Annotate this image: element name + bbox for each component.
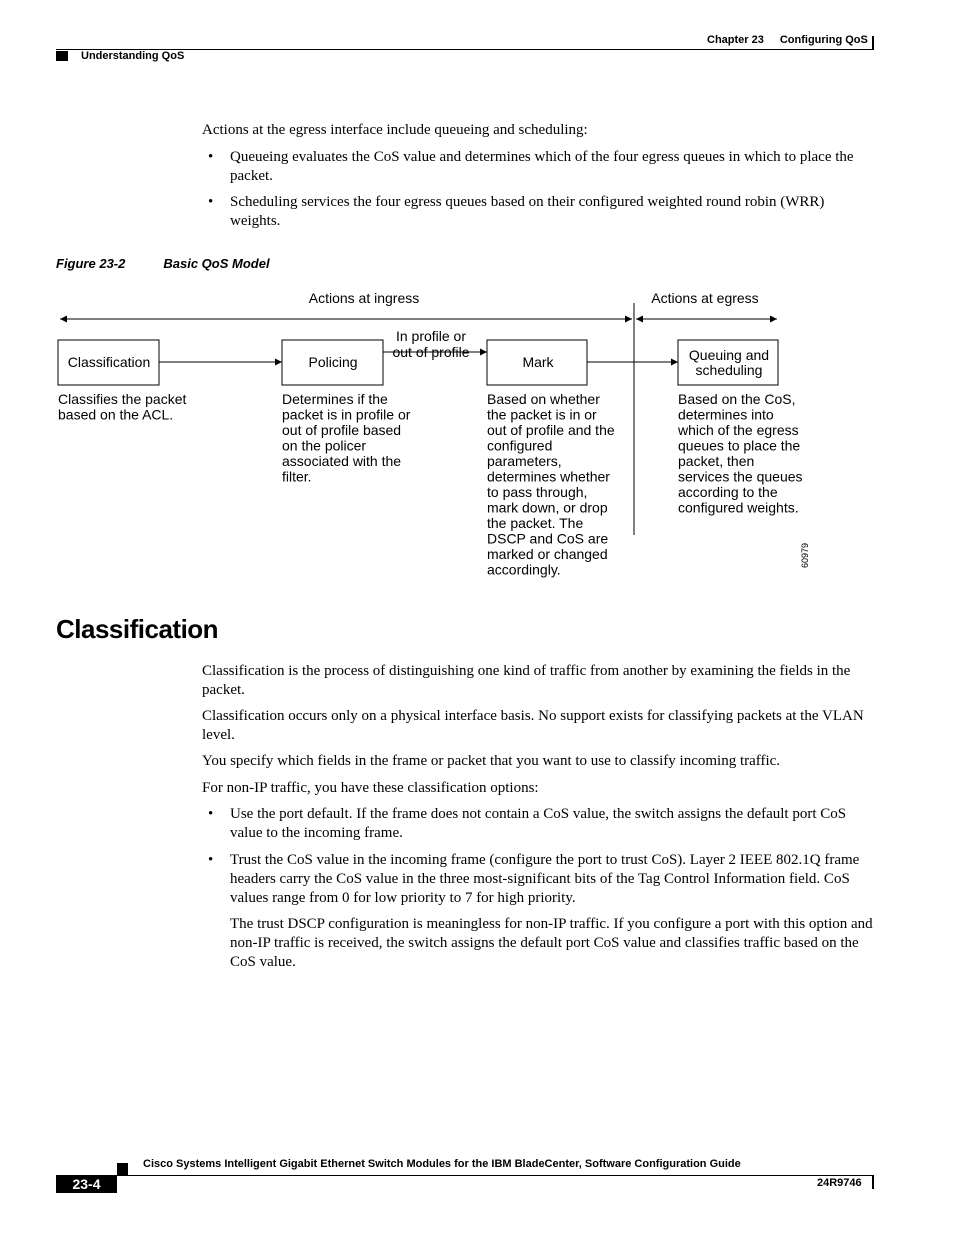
policing-box-label: Policing [308, 354, 358, 370]
description-line: packet is in profile or [282, 406, 411, 423]
description-line: queues to place the [678, 437, 801, 454]
queuing-box-label-line-1: Queuing and [688, 347, 770, 363]
footer-title: Cisco Systems Intelligent Gigabit Ethernet Switch Modules for the IBM BladeCenter, Software Configuration Guide [143, 1158, 741, 1170]
description-line: packet, then [678, 453, 755, 469]
footer-tick [872, 1176, 874, 1189]
description-line: marked or changed [487, 546, 608, 562]
ingress-label: Actions at ingress [308, 290, 420, 306]
section-paragraph: Classification is the process of distinguishing one kind of traffic from another by examining the fields in the packet. [202, 663, 851, 698]
classification-box-label: Classification [67, 354, 151, 370]
section-heading: Classification [56, 614, 219, 644]
description-line: according to the [678, 484, 778, 500]
description-line: the packet is in or [487, 406, 597, 423]
bullet-dot: • [208, 194, 214, 210]
description-line: Classifies the packet [58, 391, 187, 407]
mark-description [487, 391, 615, 578]
description-line: to pass through, [487, 484, 588, 500]
bullet-dot: • [208, 149, 214, 165]
description-line: Based on the CoS, [678, 391, 796, 407]
profile-label-line-1: In profile or [395, 328, 467, 344]
classification-description [58, 391, 187, 423]
running-header-section: Understanding QoS [81, 50, 185, 62]
chapter-number: Chapter 23 [707, 34, 764, 46]
description-line: which of the egress [678, 422, 799, 438]
bullet-dot: • [208, 852, 214, 868]
header-tick [872, 36, 874, 49]
qos-model-diagram [50, 285, 830, 590]
figure-id: 60979 [800, 542, 810, 568]
document-number: 24R9746 [817, 1177, 862, 1189]
description-line: filter. [282, 468, 312, 485]
policing-description [282, 391, 411, 485]
running-header-chapter [707, 34, 868, 46]
description-line: out of profile based [282, 422, 402, 438]
chapter-title: Configuring QoS [779, 34, 868, 46]
description-line: services the queues [678, 468, 803, 485]
queuing-description [677, 391, 803, 516]
description-line: parameters, [487, 453, 562, 469]
intro-bullet-scheduling: Scheduling services the four egress queues based on their configured weighted round robin (WRR) weights. [230, 194, 825, 229]
page-number: 23-4 [56, 1175, 117, 1193]
intro-paragraph: Actions at the egress interface include queueing and scheduling: [202, 122, 588, 138]
section-paragraph: Classification occurs only on a physical interface basis. No support exists for classifying packets at the VLAN level. [202, 708, 864, 743]
description-line: associated with the [282, 453, 402, 469]
footer-rule [56, 1175, 874, 1176]
intro-bullet-queueing: Queueing evaluates the CoS value and determines which of the four egress queues in which to place the packet. [230, 149, 854, 184]
section-bullet-port-default: Use the port default. If the frame does not contain a CoS value, the switch assigns the default port CoS value to the incoming frame. [230, 806, 847, 841]
header-marker [56, 51, 68, 61]
description-line: accordingly. [487, 561, 561, 578]
egress-label: Actions at egress [651, 290, 759, 306]
figure-caption [56, 256, 270, 271]
description-line: configured [487, 437, 553, 454]
description-line: determines into [678, 406, 774, 423]
description-line: based on the ACL. [58, 406, 174, 423]
description-line: the packet. The [487, 515, 584, 531]
section-bullet-trust-cos: Trust the CoS value in the incoming frame (configure the port to trust CoS). Layer 2 IEEE 802.1Q frame headers carry the CoS value in the three most-significant bits of the Tag Control Information field. CoS values range from 0 for low priority to 7 for high priority. [230, 852, 860, 906]
section-note: The trust DSCP configuration is meaningless for non-IP traffic. If you configure a port with this option and non-IP traffic is received, the switch assigns the default port CoS value and classifies traffic based on the CoS value. [230, 916, 873, 970]
queuing-box-label-line-2: scheduling [695, 362, 763, 378]
section-paragraph: For non-IP traffic, you have these classification options: [202, 780, 539, 796]
figure-number: Figure 23-2 [56, 256, 126, 271]
description-line: DSCP and CoS are [487, 530, 609, 547]
description-line: Determines if the [282, 391, 388, 407]
mark-box-label: Mark [522, 354, 554, 370]
description-line: Based on whether [487, 391, 600, 407]
section-paragraph: You specify which fields in the frame or packet that you want to use to classify incoming traffic. [202, 753, 781, 769]
description-line: configured weights. [678, 499, 799, 516]
description-line: mark down, or drop [487, 499, 608, 516]
description-line: determines whether [487, 468, 610, 485]
description-line: out of profile and the [487, 422, 615, 438]
footer-marker [117, 1163, 128, 1175]
bullet-dot: • [208, 806, 214, 822]
description-line: on the policer [282, 437, 367, 454]
profile-label-line-2: out of profile [392, 344, 470, 360]
figure-title: Basic QoS Model [163, 256, 270, 271]
